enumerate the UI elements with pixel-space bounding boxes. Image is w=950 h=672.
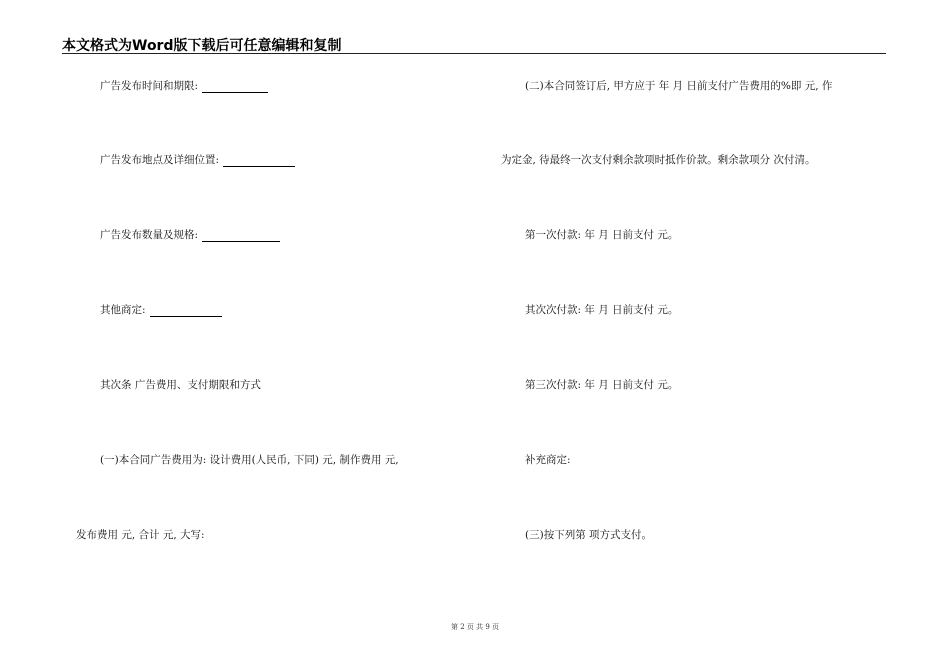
publish-quantity-line (100, 228, 280, 242)
article-heading: 其次条 广告费用、支付期限和方式 (100, 379, 261, 391)
payment-3: 第三次付款: 年 月 日前支付 元。 (525, 379, 679, 391)
clause-1-line-2: 发布费用 元, 合计 元, 大写: (76, 529, 205, 541)
clause-1-line-1: (一)本合同广告费用为: 设计费用(人民币, 下同) 元, 制作费用 元, (100, 454, 399, 466)
publish-quantity-blank (202, 230, 280, 242)
other-label: 其他商定: (100, 304, 146, 316)
publish-quantity-label: 广告发布数量及规格: (100, 229, 199, 241)
publish-time-line (100, 79, 268, 93)
clause-2-line-1: (二)本合同签订后, 甲方应于 年 月 日前支付广告费用的%即 元, 作 (525, 80, 833, 92)
header-title: 本文格式为Word版下载后可任意编辑和复制 (62, 38, 342, 54)
clause-3: (三)按下列第 项方式支付。 (525, 529, 653, 541)
other-line (100, 303, 222, 317)
payment-2: 其次次付款: 年 月 日前支付 元。 (525, 304, 679, 316)
publish-location-label: 广告发布地点及详细位置: (100, 154, 220, 166)
document-header (62, 33, 886, 54)
supplement: 补充商定: (525, 454, 571, 466)
publish-time-label: 广告发布时间和期限: (100, 80, 199, 92)
other-blank (150, 305, 222, 317)
payment-1: 第一次付款: 年 月 日前支付 元。 (525, 229, 679, 241)
publish-location-line (100, 153, 295, 167)
clause-2-line-2: 为定金, 待最终一次支付剩余款项时抵作价款。剩余款项分 次付清。 (501, 154, 816, 166)
publish-location-blank (223, 155, 295, 167)
page-number: 第 2 页 共 9 页 (450, 623, 500, 631)
publish-time-blank (202, 81, 268, 93)
